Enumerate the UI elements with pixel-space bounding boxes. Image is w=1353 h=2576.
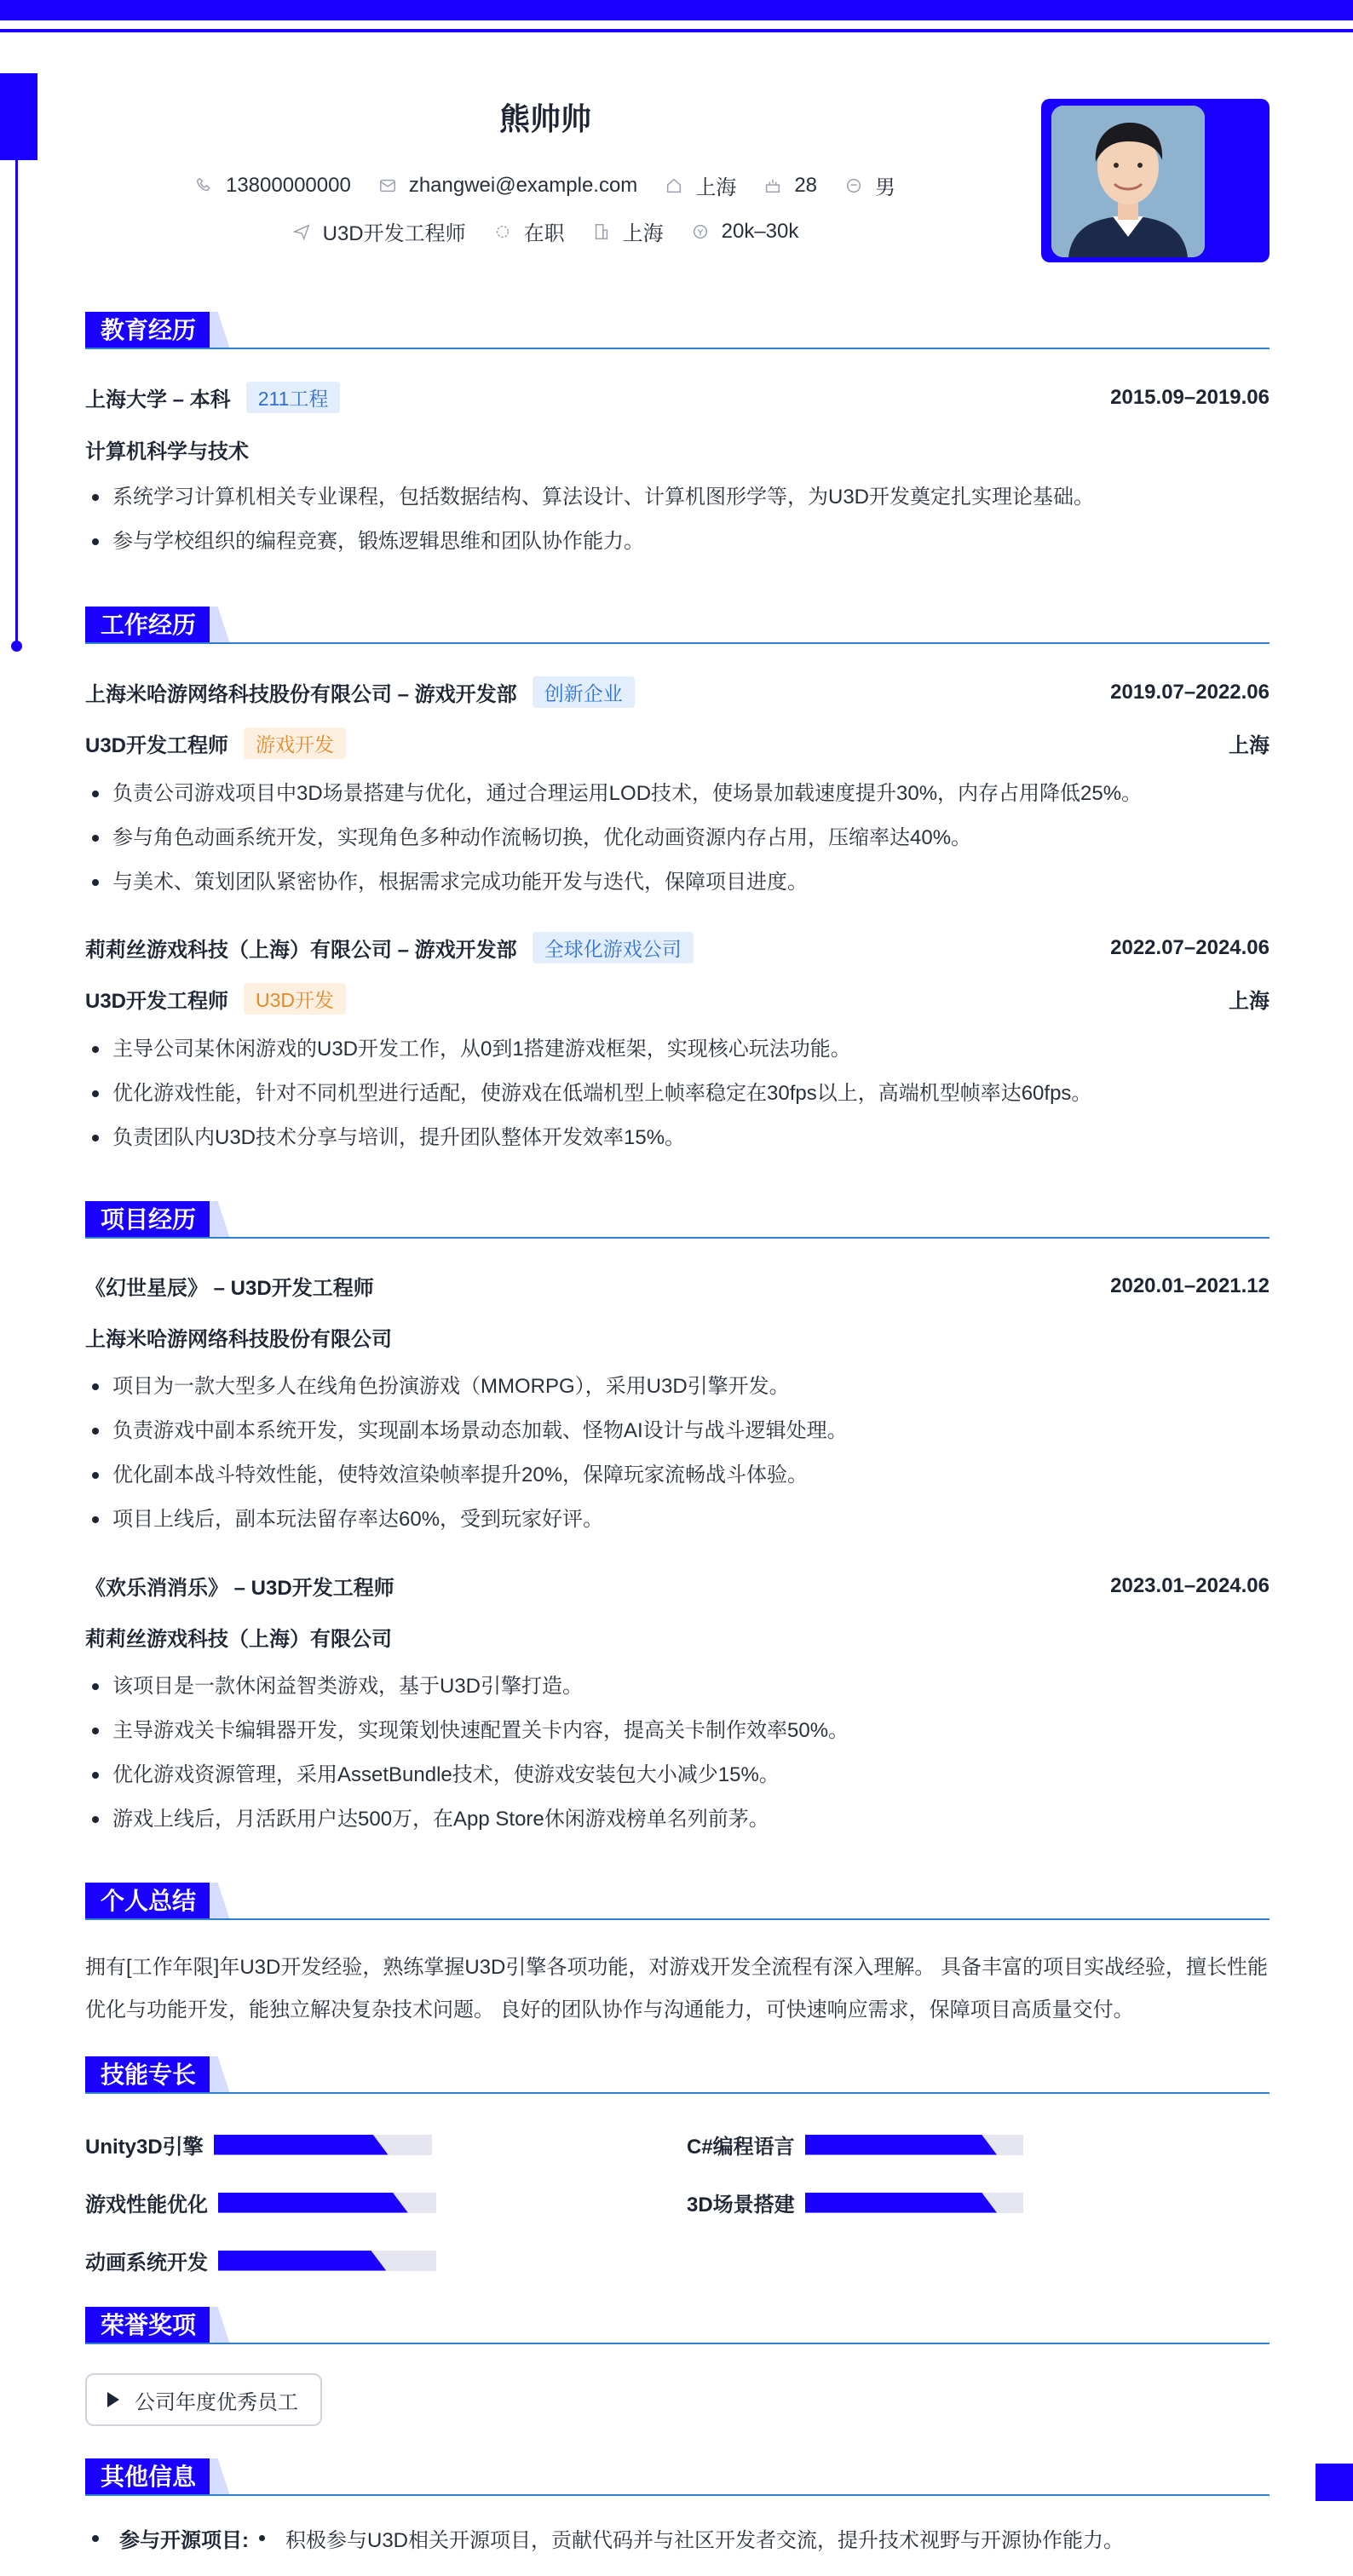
- email-text: zhangwei@example.com: [408, 173, 638, 197]
- section-title-tail: [210, 2056, 230, 2094]
- section-other: [85, 2458, 1270, 2496]
- education-date: 2015.09–2019.06: [1110, 385, 1270, 409]
- location-item: [665, 170, 736, 200]
- list-item: 优化副本战斗特效性能，使特效渲染帧率提升20%，保障玩家流畅战斗体验。: [85, 1453, 1270, 1498]
- project-date: 2020.01–2021.12: [1110, 1274, 1270, 1297]
- phone-text: 13800000000: [225, 173, 351, 197]
- email-item: [378, 174, 638, 198]
- section-title: 工作经历: [85, 607, 211, 644]
- contact-row: [119, 170, 971, 200]
- left-accent-block: [0, 73, 37, 160]
- city-item: [592, 216, 664, 246]
- project-bullets-1: [85, 1365, 1270, 1542]
- play-triangle-icon: [107, 2392, 119, 2407]
- section-title: 荣誉奖项: [85, 2307, 211, 2344]
- list-item: 该项目是一款休闲益智类游戏，基于U3D引擎打造。: [85, 1665, 1270, 1709]
- section-rule: [85, 348, 1270, 349]
- skill-name: 3D场景搭建: [687, 2194, 795, 2217]
- section-title: 教育经历: [85, 312, 211, 349]
- project-header-1: [85, 1271, 1270, 1301]
- work-date: 2022.07–2024.06: [1110, 935, 1270, 959]
- skill-name: 游戏性能优化: [85, 2194, 208, 2217]
- skill-bar: [218, 2193, 436, 2213]
- age-item: [763, 174, 817, 198]
- skill-item: [85, 2130, 432, 2159]
- other-item: [85, 2523, 1270, 2553]
- project-company: 上海米哈游网络科技股份有限公司: [85, 1328, 392, 1351]
- company-tag: 创新企业: [533, 676, 635, 708]
- summary-text: 拥有[工作年限]年U3D开发经验，熟练掌握U3D引擎各项功能，对游戏开发全流程有深入理解。 具备丰富的项目实战经验，擅长性能优化与功能开发，能独立解决复杂技术问题。 良好的团队协作与沟通能力，可快速响应需求，保障项目高质量交付。: [85, 1956, 1269, 2021]
- photo-frame: [1041, 99, 1270, 262]
- skill-bar: [218, 2251, 436, 2271]
- work-role-2: [85, 983, 1270, 1015]
- skill-bar-fill: [805, 2193, 997, 2213]
- award-toggle[interactable]: [85, 2373, 322, 2426]
- phone-item: [195, 174, 351, 198]
- section-title-tail: [210, 1201, 230, 1239]
- company-name: 上海米哈游网络科技股份有限公司 – 游戏开发部: [85, 683, 517, 706]
- section-work: [85, 607, 1270, 644]
- section-title: 其他信息: [85, 2458, 211, 2496]
- project-header-2: [85, 1571, 1270, 1601]
- section-title-tail: [210, 312, 230, 349]
- top-accent-bar: [0, 0, 1353, 20]
- project-title: 《幻世星辰》 – U3D开发工程师: [85, 1277, 374, 1300]
- building-icon: [592, 222, 611, 241]
- skill-bar-fill: [218, 2193, 408, 2213]
- bullet-dot: [92, 2535, 99, 2542]
- list-item: 参与角色动画系统开发，实现角色多种动作流畅切换，优化动画资源内存占用，压缩率达40%。: [85, 816, 1270, 860]
- status-icon: [493, 222, 512, 241]
- work-city: 上海: [1229, 734, 1270, 757]
- list-item: 主导游戏关卡编辑器开发，实现策划快速配置关卡内容，提高关卡制作效率50%。: [85, 1709, 1270, 1753]
- age-text: 28: [794, 173, 818, 197]
- role-tag: 游戏开发: [244, 727, 346, 759]
- skill-item: [687, 2188, 1023, 2217]
- list-item: 系统学习计算机相关专业课程，包括数据结构、算法设计、计算机图形学等，为U3D开发奠定扎实理论基础。: [85, 475, 1270, 520]
- status-text: 在职: [523, 222, 565, 245]
- skill-bar: [214, 2135, 432, 2155]
- list-item: 负责团队内U3D技术分享与培训，提升团队整体开发效率15%。: [85, 1116, 1270, 1160]
- resume-name: 熊帅帅: [498, 101, 591, 136]
- salary-text: 20k–30k: [721, 219, 799, 243]
- section-summary: [85, 1883, 1270, 1920]
- right-accent-block: [1316, 2464, 1353, 2501]
- work-bullets-1: [85, 772, 1270, 905]
- section-title-tail: [210, 2307, 230, 2344]
- status-item: [493, 216, 565, 246]
- position-item: [292, 216, 466, 246]
- section-title: 技能专长: [85, 2056, 211, 2094]
- avatar: [1051, 106, 1205, 257]
- work-city: 上海: [1229, 990, 1270, 1013]
- education-header: [85, 382, 1270, 413]
- school-tag: 211工程: [246, 382, 341, 413]
- section-rule: [85, 1918, 1270, 1920]
- major-name: 计算机科学与技术: [85, 440, 249, 463]
- section-education: [85, 312, 1270, 349]
- home-icon: [665, 176, 683, 195]
- position-text: U3D开发工程师: [322, 222, 466, 245]
- list-item: 参与学校组织的编程竞赛，锻炼逻辑思维和团队协作能力。: [85, 520, 1270, 564]
- list-item: 负责游戏中副本系统开发，实现副本场景动态加载、怪物AI设计与战斗逻辑处理。: [85, 1409, 1270, 1453]
- section-awards: [85, 2307, 1270, 2344]
- job-row: [119, 216, 971, 246]
- send-icon: [292, 222, 311, 241]
- section-title: 项目经历: [85, 1201, 211, 1239]
- avatar-portrait: [1051, 106, 1205, 257]
- cake-icon: [763, 176, 782, 195]
- mail-icon: [378, 176, 397, 195]
- section-title-tail: [210, 607, 230, 644]
- work-date: 2019.07–2022.06: [1110, 680, 1270, 704]
- list-item: 优化游戏性能，针对不同机型进行适配，使游戏在低端机型上帧率稳定在30fps以上，高端机型帧率达60fps。: [85, 1072, 1270, 1116]
- other-label: 参与开源项目:: [119, 2529, 249, 2552]
- section-rule: [85, 2343, 1270, 2344]
- award-text: 公司年度优秀员工: [135, 2390, 298, 2414]
- skill-name: C#编程语言: [687, 2136, 795, 2159]
- left-accent-dot: [11, 641, 22, 652]
- salary-item: [691, 220, 799, 244]
- work-header-1: [85, 676, 1270, 708]
- coin-icon: [691, 222, 710, 241]
- phone-icon: [195, 176, 214, 195]
- skill-bar: [805, 2135, 1023, 2155]
- company-name: 莉莉丝游戏科技（上海）有限公司 – 游戏开发部: [85, 939, 517, 962]
- section-skills: [85, 2056, 1270, 2094]
- gender-item: [844, 170, 895, 200]
- section-title: 个人总结: [85, 1883, 211, 1920]
- city-text: 上海: [622, 222, 664, 245]
- skill-item: [687, 2130, 1023, 2159]
- work-role-1: [85, 727, 1270, 759]
- location-text: 上海: [695, 176, 737, 199]
- project-company: 莉莉丝游戏科技（上海）有限公司: [85, 1628, 392, 1651]
- work-bullets-2: [85, 1027, 1270, 1160]
- role-name: U3D开发工程师: [85, 734, 229, 757]
- section-title-tail: [210, 2458, 230, 2496]
- skill-bar-fill: [214, 2135, 389, 2155]
- education-bullets: [85, 475, 1270, 564]
- company-tag: 全球化游戏公司: [533, 932, 694, 963]
- skill-name: Unity3D引擎: [85, 2136, 204, 2159]
- list-item: 与美术、策划团队紧密协作，根据需求完成功能开发与迭代，保障项目进度。: [85, 860, 1270, 905]
- top-accent-line: [0, 29, 1353, 32]
- school-name: 上海大学 – 本科: [85, 388, 231, 411]
- project-bullets-2: [85, 1665, 1270, 1842]
- skill-name: 动画系统开发: [85, 2251, 208, 2274]
- list-item: 游戏上线后，月活跃用户达500万，在App Store休闲游戏榜单名列前茅。: [85, 1797, 1270, 1842]
- skill-bar: [805, 2193, 1023, 2213]
- gender-icon: [844, 176, 863, 195]
- section-title-tail: [210, 1883, 230, 1920]
- list-item: 负责公司游戏项目中3D场景搭建与优化，通过合理运用LOD技术，使场景加载速度提升30%，内存占用降低25%。: [85, 772, 1270, 816]
- project-company-1: [85, 1322, 1270, 1352]
- gender-text: 男: [875, 176, 896, 199]
- section-projects: [85, 1201, 1270, 1239]
- bullet-dot: [259, 2535, 265, 2541]
- list-item: 项目为一款大型多人在线角色扮演游戏（MMORPG），采用U3D引擎开发。: [85, 1365, 1270, 1409]
- skill-item: [85, 2188, 436, 2217]
- role-tag: U3D开发: [244, 983, 346, 1015]
- project-title: 《欢乐消消乐》 – U3D开发工程师: [85, 1577, 394, 1600]
- project-company-2: [85, 1622, 1270, 1652]
- left-accent-rail: [15, 160, 18, 647]
- section-rule: [85, 642, 1270, 644]
- list-item: 项目上线后，副本玩法留存率达60%，受到玩家好评。: [85, 1498, 1270, 1542]
- other-text: 积极参与U3D相关开源项目，贡献代码并与社区开发者交流，提升技术视野与开源协作能力。: [285, 2529, 1125, 2552]
- role-name: U3D开发工程师: [85, 990, 229, 1013]
- section-rule: [85, 1237, 1270, 1239]
- list-item: 优化游戏资源管理，采用AssetBundle技术，使游戏安装包大小减少15%。: [85, 1753, 1270, 1797]
- work-header-2: [85, 932, 1270, 963]
- education-major-row: [85, 434, 1270, 464]
- skill-bar-fill: [805, 2135, 997, 2155]
- list-item: 主导公司某休闲游戏的U3D开发工作，从0到1搭建游戏框架，实现核心玩法功能。: [85, 1027, 1270, 1072]
- skill-bar-fill: [218, 2251, 386, 2271]
- section-rule: [85, 2092, 1270, 2094]
- section-rule: [85, 2494, 1270, 2496]
- skill-item: [85, 2245, 436, 2275]
- project-date: 2023.01–2024.06: [1110, 1573, 1270, 1597]
